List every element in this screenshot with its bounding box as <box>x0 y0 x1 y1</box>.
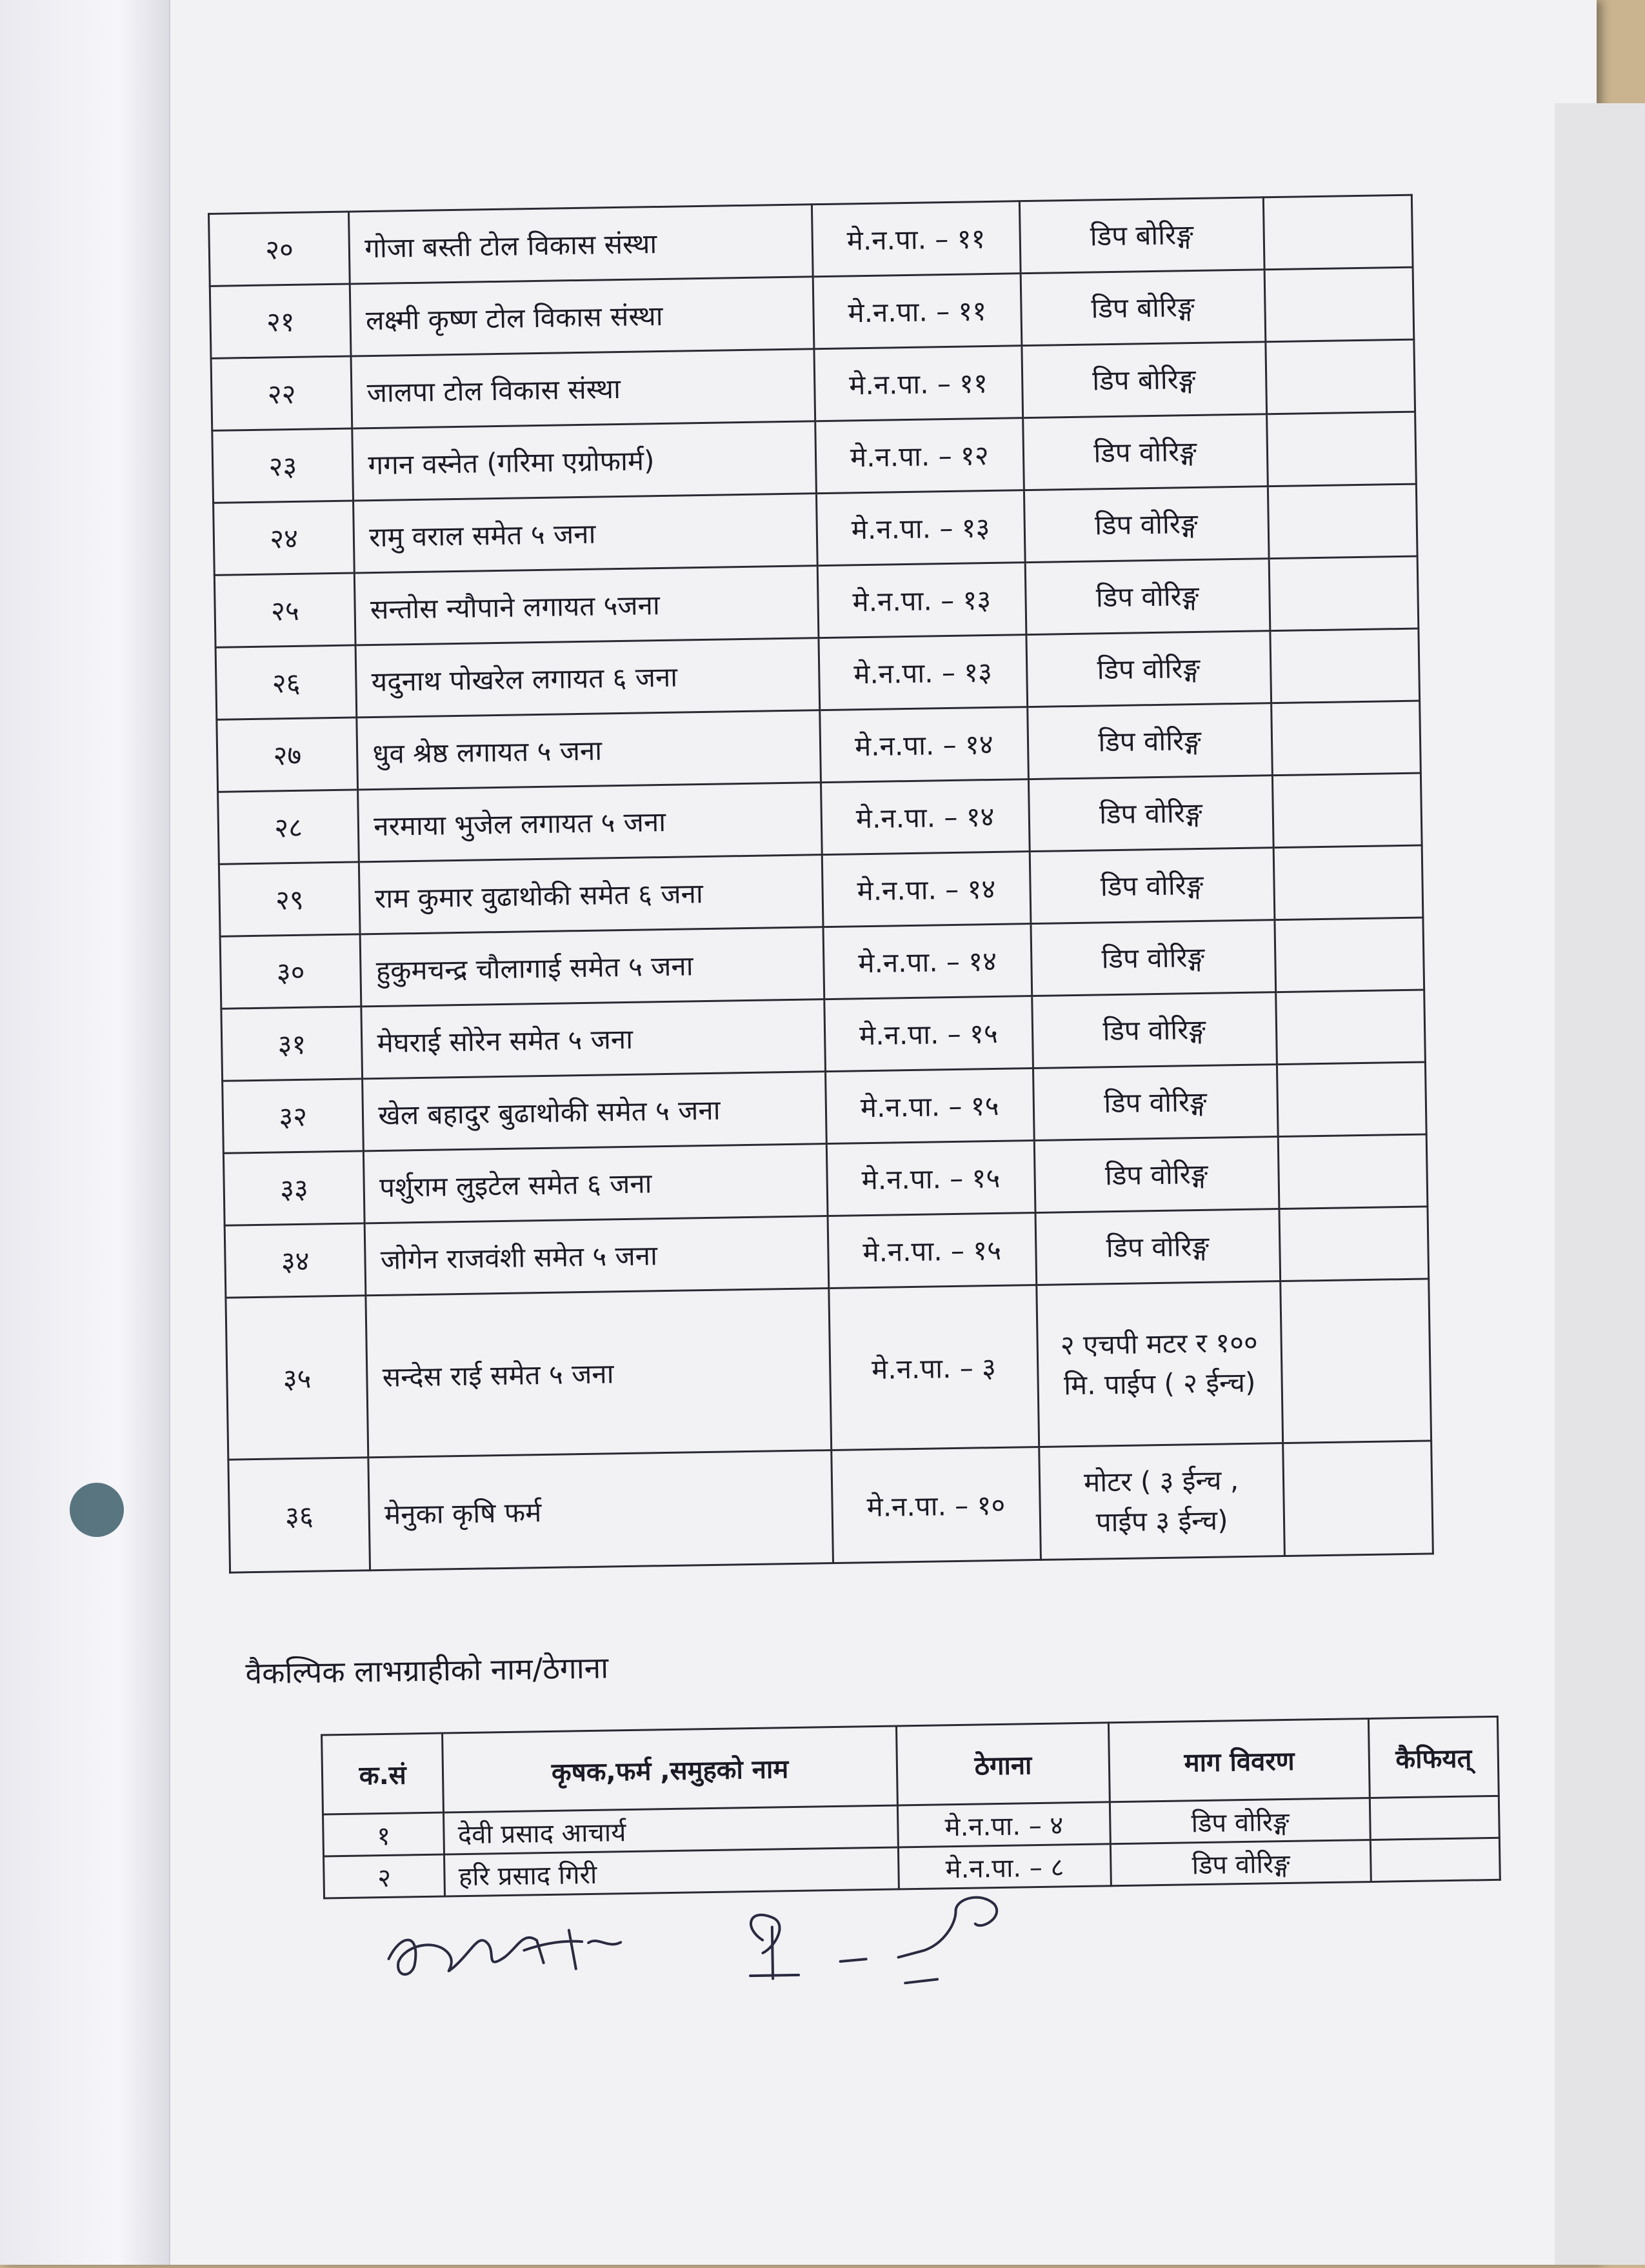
remarks-cell <box>1264 267 1414 342</box>
name-cell: जालपा टोल विकास संस्था <box>351 349 815 428</box>
demand-cell: डिप वोरिङ्ग <box>1024 487 1269 563</box>
header-address: ठेगाना <box>896 1723 1110 1805</box>
serial-cell: २२ <box>211 356 352 430</box>
name-cell: रामु वराल समेत ५ जना <box>354 494 817 573</box>
table-row <box>228 1441 1433 1572</box>
serial-cell: ३४ <box>224 1223 366 1298</box>
address-cell: मे.न.पा. – १४ <box>822 852 1030 927</box>
serial-cell: २४ <box>214 501 355 575</box>
serial-cell: १ <box>323 1812 444 1856</box>
name-cell: हरि प्रसाद गिरी <box>444 1847 899 1896</box>
address-cell: मे.न.पा. – १४ <box>820 707 1028 783</box>
remarks-cell <box>1275 990 1425 1065</box>
serial-cell: २५ <box>214 573 355 647</box>
address-cell: मे.न.पा. – १३ <box>816 490 1024 566</box>
remarks-cell <box>1279 1207 1429 1281</box>
address-cell: मे.न.पा. – १० <box>832 1447 1041 1563</box>
demand-cell: २ एचपी मटर र १०० मि. पाईप ( २ ईन्च) <box>1036 1281 1282 1447</box>
demand-cell: मोटर ( ३ ईन्च , पाईप ३ ईन्च) <box>1039 1443 1284 1560</box>
serial-cell: २ <box>324 1854 445 1898</box>
header-name: कृषक,फर्म ,समुहको नाम <box>443 1726 897 1812</box>
address-cell: मे.न.पा. – ४ <box>897 1802 1111 1847</box>
name-cell: सन्देस राई समेत ५ जना <box>366 1289 832 1458</box>
name-cell: पर्शुराम लुइटेल समेत ६ जना <box>364 1144 828 1223</box>
serial-cell: २० <box>209 212 350 286</box>
name-cell: राम कुमार वुढाथोकी समेत ६ जना <box>359 855 823 934</box>
demand-cell: डिप वोरिङ्ग <box>1110 1798 1371 1843</box>
serial-cell: ३१ <box>221 1007 363 1081</box>
alternate-beneficiary-heading: वैकल्पिक लाभग्राहीको नाम/ठेगाना <box>245 1650 609 1691</box>
remarks-cell <box>1278 1134 1428 1209</box>
address-cell: मे.न.पा. – १५ <box>826 1141 1035 1216</box>
address-cell: मे.न.पा. – १५ <box>828 1213 1036 1289</box>
serial-cell: २१ <box>210 284 351 358</box>
demand-cell: डिप वोरिङ्ग <box>1028 776 1273 852</box>
name-cell: गगन वस्नेत (गरिमा एग्रोफार्म) <box>352 421 816 501</box>
demand-cell: डिप वोरिङ्ग <box>1022 414 1268 490</box>
address-cell: मे.न.पा. – १४ <box>821 779 1030 855</box>
signature-right <box>710 1884 1048 1999</box>
remarks-cell <box>1272 773 1422 848</box>
serial-cell: ३३ <box>223 1151 364 1225</box>
remarks-cell <box>1269 556 1419 631</box>
beneficiary-table <box>208 194 1434 1574</box>
demand-cell: डिप वोरिङ्ग <box>1030 920 1275 996</box>
serial-cell: २६ <box>215 645 357 719</box>
demand-cell: डिप वोरिङ्ग <box>1026 631 1271 707</box>
remarks-cell <box>1270 628 1420 703</box>
remarks-cell <box>1277 1062 1426 1137</box>
name-cell: जोगेन राजवंशी समेत ५ जना <box>364 1216 828 1296</box>
demand-cell: डिप बोरिङ्ग <box>1021 270 1266 346</box>
address-cell: मे.न.पा. – १२ <box>815 418 1024 494</box>
address-cell: मे.न.पा. – ११ <box>814 346 1022 421</box>
demand-cell: डिप वोरिङ्ग <box>1111 1840 1371 1885</box>
remarks-cell <box>1370 1838 1500 1882</box>
remarks-cell <box>1273 845 1423 920</box>
address-cell: मे.न.पा. – ११ <box>813 274 1021 349</box>
demand-cell: डिप वोरिङ्ग <box>1033 1065 1278 1141</box>
name-cell: धुव श्रेष्ठ लगायत ५ जना <box>357 710 821 790</box>
header-demand: माग विवरण <box>1109 1718 1370 1801</box>
name-cell: मेनुका कृषि फर्म <box>368 1450 833 1571</box>
name-cell: यदुनाथ पोखरेल लगायत ६ जना <box>355 638 819 718</box>
address-cell: मे.न.पा. – १३ <box>817 563 1026 638</box>
name-cell: सन्तोस न्यौपाने लगायत ५जना <box>355 566 819 645</box>
demand-cell: डिप वोरिङ्ग <box>1035 1209 1281 1285</box>
address-cell: मे.न.पा. – १५ <box>826 1069 1034 1144</box>
remarks-cell <box>1370 1796 1499 1840</box>
demand-cell: डिप बोरिङ्ग <box>1021 342 1266 418</box>
signature-left <box>375 1903 647 1998</box>
remarks-cell <box>1275 918 1424 992</box>
name-cell: मेघराई सोरेन समेत ५ जना <box>361 999 825 1079</box>
address-cell: मे.न.पा. – १३ <box>819 635 1027 710</box>
remarks-cell <box>1266 412 1416 487</box>
address-cell: मे.न.पा. – १५ <box>824 996 1033 1072</box>
remarks-cell <box>1263 195 1413 270</box>
remarks-cell <box>1280 1279 1431 1443</box>
demand-cell: डिप वोरिङ्ग <box>1027 703 1272 779</box>
serial-cell: २३ <box>212 428 354 503</box>
demand-cell: डिप वोरिङ्ग <box>1025 559 1270 635</box>
remarks-cell <box>1266 339 1415 414</box>
demand-cell: डिप वोरिङ्ग <box>1032 992 1277 1069</box>
name-cell: देवी प्रसाद आचार्य <box>444 1805 898 1854</box>
serial-cell: २८ <box>218 790 359 864</box>
serial-cell: ३० <box>220 934 361 1009</box>
address-cell: मे.न.पा. – ८ <box>898 1844 1112 1889</box>
serial-cell: २७ <box>217 718 358 792</box>
alternate-beneficiary-table <box>321 1716 1501 1900</box>
name-cell: खेल बहादुर बुढाथोकी समेत ५ जना <box>363 1072 826 1151</box>
serial-cell: २९ <box>219 862 360 936</box>
remarks-cell <box>1268 484 1417 559</box>
serial-cell: ३५ <box>226 1296 368 1460</box>
address-cell: मे.न.पा. – १४ <box>823 924 1032 999</box>
name-cell: नरमाया भुजेल लगायत ५ जना <box>358 783 822 862</box>
demand-cell: डिप वोरिङ्ग <box>1034 1137 1279 1213</box>
remarks-cell <box>1271 701 1421 776</box>
remarks-cell <box>1282 1441 1433 1556</box>
address-cell: मे.न.पा. – ३ <box>829 1285 1039 1450</box>
header-remarks: कैफियत् <box>1368 1716 1499 1798</box>
serial-cell: ३६ <box>228 1458 370 1572</box>
serial-cell: ३२ <box>223 1079 364 1153</box>
demand-cell: डिप वोरिङ्ग <box>1030 848 1275 924</box>
header-serial: क.सं <box>322 1733 444 1814</box>
address-cell: मे.न.पा. – ११ <box>812 201 1020 277</box>
demand-cell: डिप बोरिङ्ग <box>1019 197 1264 274</box>
name-cell: गोजा बस्ती टोल विकास संस्था <box>349 205 813 284</box>
name-cell: हुकुमचन्द्र चौलागाई समेत ५ जना <box>360 927 824 1007</box>
table-row <box>226 1279 1431 1460</box>
name-cell: लक्ष्मी कृष्ण टोल विकास संस्था <box>350 277 814 356</box>
